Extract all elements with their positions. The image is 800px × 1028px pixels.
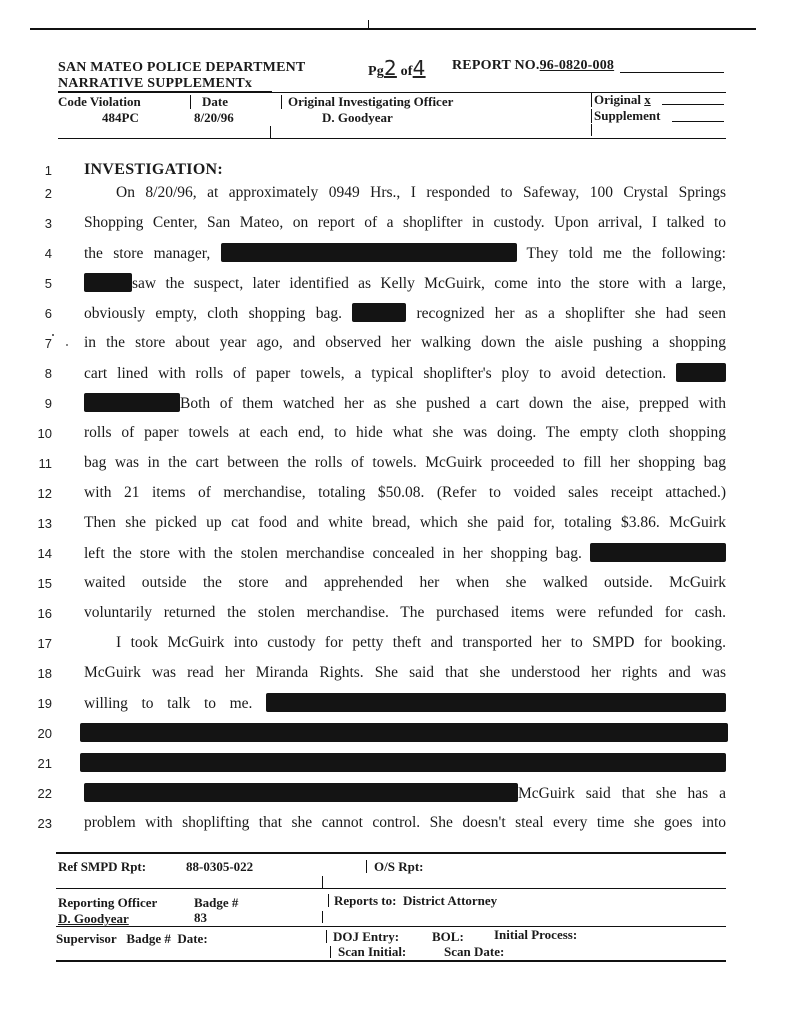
redaction-bar [676,363,726,382]
badge-label: Badge # [194,895,239,910]
header-rule-2 [58,138,726,139]
line-text: Shopping Center, San Mateo, on report of a shoplifter in custody. Upon arrival, I talked to [84,214,726,231]
scan-initial-label: Scan Initial: [338,944,407,959]
line-text: obviously empty, cloth shopping bag. [84,305,342,322]
top-tick [368,20,369,28]
line-number: 3 [44,216,52,231]
page-total: 4 [412,56,426,80]
reporting-officer-value: D. Goodyear [58,911,129,926]
officer-value: D. Goodyear [322,110,393,125]
reporting-officer-label: Reporting Officer [58,895,158,910]
footer-divider-5 [326,930,327,943]
footer-divider-6 [330,946,331,958]
page-of-label: of [400,64,413,79]
narrative-line [84,453,726,473]
line-number: 16 [37,606,52,621]
original-mark: x [644,92,651,107]
narrative-line [84,243,726,264]
line-number: 6 [44,306,52,321]
footer-divider-4 [322,911,323,923]
line-text: They told me the following: [526,245,726,262]
redaction-bar [266,693,726,712]
report-number-block [452,58,614,74]
narrative-line [80,753,722,774]
page-label: Pg [368,64,384,79]
supplement-underline [672,121,724,122]
original-field [594,92,651,108]
page-current: 2 [383,56,397,80]
reports-to-value: District Attorney [402,893,498,908]
line-text: voluntarily returned the stolen merchandise. The purchased items were refunded for cash. [84,604,726,621]
redaction-bar [352,303,406,322]
line-text: in the store about year ago, and observed her walking down the aisle pushing a shopping [84,334,726,351]
narrative-line [84,663,726,683]
report-number-label: REPORT NO. [452,58,540,73]
code-violation-value: 484PC [102,110,139,125]
line-number: 7 [44,336,52,351]
line-text: cart lined with rolls of paper towels, a typical shoplifter's ploy to avoid detection. [84,365,667,382]
line-text: waited outside the store and apprehended her when she walked outside. McGuirk [84,574,726,591]
report-number: 96-0820-008 [539,58,615,73]
line-text: INVESTIGATION: [84,161,224,178]
narrative-line [84,603,726,623]
redaction-bar [221,243,517,262]
original-label: Original [594,92,641,107]
os-rpt-label: O/S Rpt: [374,859,424,874]
narrative-line [84,273,726,294]
ref-smpd-value: 88-0305-022 [186,859,254,874]
line-number: 9 [44,396,52,411]
line-number: 10 [37,426,52,441]
footer-divider-1 [366,860,367,873]
line-number: 13 [37,516,52,531]
reports-to-label: Reports to: [334,893,397,908]
narrative-line [84,393,726,414]
header-divider-2 [281,95,282,109]
supervisor-date-label: Date: [177,931,208,946]
narrative-line [84,633,726,653]
footer-divider-3 [328,894,329,907]
bol-label: BOL: [432,929,464,944]
reports-to [334,893,497,909]
line-text: Both of them watched her as she pushed a cart down the aise, prepped with [180,395,726,412]
line-number: 8 [44,366,52,381]
line-text: McGuirk was read her Miranda Rights. She said that she understood her rights and was [84,664,726,681]
narrative-line [84,183,726,203]
line-text: problem with shoplifting that she cannot control. She doesn't steal every time she goes into [84,814,726,831]
narrative-line [84,813,726,833]
line-number: 20 [37,726,52,741]
narrative-line [84,333,726,353]
header-divider-6 [591,124,592,136]
line-number: 1 [44,163,52,178]
supervisor-block [56,931,208,947]
redaction-bar [80,723,728,742]
narrative-line [84,483,726,503]
scan-date-label: Scan Date: [444,944,505,959]
line-number: 15 [37,576,52,591]
footer-divider-2 [322,876,323,888]
line-text: willing to talk to me. [84,695,253,712]
department-name: SAN MATEO POLICE DEPARTMENT [58,60,306,75]
line-number: 14 [37,546,52,561]
date-label: Date [202,94,228,109]
date-value: 8/20/96 [194,110,234,125]
page-indicator [368,56,426,80]
narrative-line [84,423,726,443]
top-rule [30,28,756,30]
footer-rule-3 [56,926,726,927]
line-number: 5 [44,276,52,291]
narrative-line [84,303,726,324]
line-text: saw the suspect, later identified as Kelly McGuirk, come into the store with a large, [132,275,726,292]
line-number: 17 [37,636,52,651]
redaction-bar [84,273,132,292]
line-number: 4 [44,246,52,261]
narrative-line [80,723,722,744]
line-number: 22 [37,786,52,801]
code-violation-label: Code Violation [58,94,141,109]
redaction-bar [84,783,518,802]
narrative-line [84,543,726,564]
redaction-bar [80,753,726,772]
supervisor-badge-label: Badge # [126,931,171,946]
line-text: recognized her as a shoplifter she had seen [416,305,727,322]
original-underline [662,104,724,105]
line-number: 18 [37,666,52,681]
header-divider-3 [591,93,592,107]
line-text: Then she picked up cat food and white bread, which she paid for, totaling $3.86. McGuirk [84,514,726,531]
narrative-line [84,693,726,714]
redaction-bar [590,543,726,562]
footer-rule-2 [56,888,726,889]
header-divider-1 [190,95,191,109]
line-text: with 21 items of merchandise, totaling $50.08. (Refer to voided sales receipt attached.) [84,484,726,501]
line-text: left the store with the stolen merchandise concealed in her shopping bag. [84,545,582,562]
line-number: 11 [38,456,52,471]
redaction-bar [84,393,180,412]
line-text: bag was in the cart between the rolls of towels. McGuirk proceeded to fill her shopping bag [84,454,726,471]
footer-rule-bottom [56,960,726,962]
narrative-line [84,573,726,593]
initial-process-label: Initial Process: [494,927,578,942]
line-number: 19 [37,696,52,711]
line-number: 2 [44,186,52,201]
narrative-line [84,783,726,804]
line-number: 12 [37,486,52,501]
report-number-underline [620,72,724,73]
narrative-line [84,213,726,233]
line-text: McGuirk said that she has a [518,785,726,802]
narrative-line [84,513,726,533]
badge-value: 83 [194,910,207,925]
footer-rule-top [56,852,726,854]
line-text: the store manager, [84,245,211,262]
line-text: I took McGuirk into custody for petty theft and transported her to SMPD for booking. [116,634,726,651]
line-number: 21 [37,756,52,771]
supplement-label: Supplement [594,108,661,123]
section-heading [84,160,726,180]
scan-speck [52,334,54,336]
doj-entry-label: DOJ Entry: [333,929,400,944]
narrative-line [84,363,726,384]
header-divider-4 [591,109,592,123]
line-text: On 8/20/96, at approximately 0949 Hrs., I responded to Safeway, 100 Crystal Springs [116,184,726,201]
scan-speck [66,344,68,346]
line-number: 23 [37,816,52,831]
officer-label: Original Investigating Officer [288,94,454,109]
supervisor-label: Supervisor [56,931,117,946]
ref-smpd-label: Ref SMPD Rpt: [58,859,147,874]
line-text: rolls of paper towels at each end, to hide what she was doing. The empty cloth shopping [84,424,726,441]
form-title: NARRATIVE SUPPLEMENTx [58,76,253,91]
header-divider-5 [270,126,271,138]
